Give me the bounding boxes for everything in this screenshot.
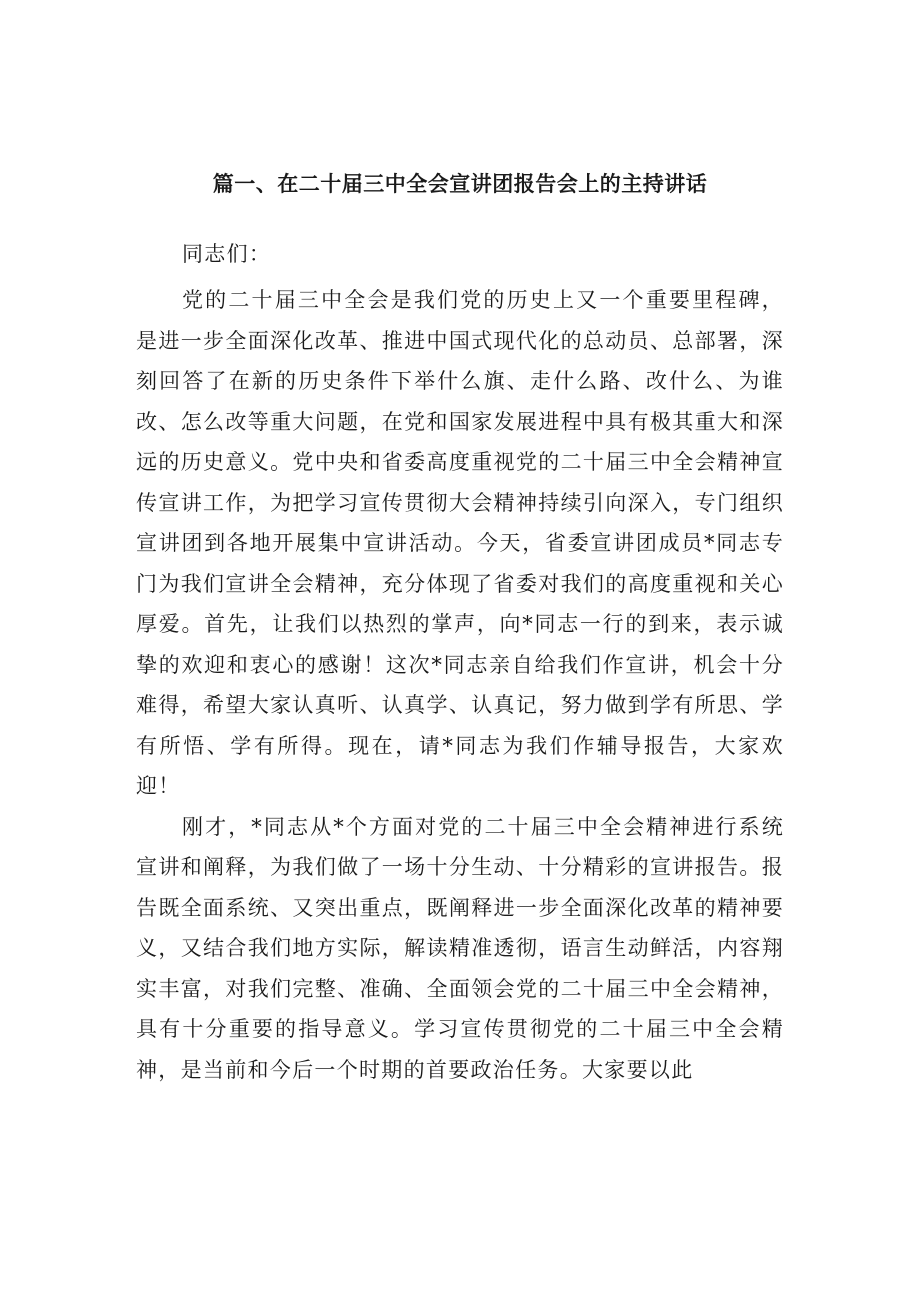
document-title: 篇一、在二十届三中全会宣讲团报告会上的主持讲话 — [212, 172, 708, 196]
salutation: 同志们： — [182, 242, 272, 266]
paragraph-summary: 刚才，*同志从*个方面对党的二十届三中全会精神进行系统宣讲和阐释，为我们做了一场十分生动、十分精彩的宣讲报告。报告既全面系统、又突出重点，既阐释进一步全面深化改革的精神要义，又结合我们地方实际，解读精准透彻，语言生动鲜活，内容翔实丰富，对我们完整、准确、全面领会党的二十届三中全会精神，具有十分重要的指导意义。学习宣传贯彻党的二十届三中全会精神，是当前和今后一个时期的首要政治任务。大家要以此 — [136, 814, 784, 1082]
document-body — [136, 234, 784, 1090]
paragraph-opening: 党的二十届三中全会是我们党的历史上又一个重要里程碑，是进一步全面深化改革、推进中国式现代化的总动员、总部署，深刻回答了在新的历史条件下举什么旗、走什么路、改什么、为谁改、怎么改等重大问题，在党和国家发展进程中具有极其重大和深远的历史意义。党中央和省委高度重视党的二十届三中全会精神宣传宣讲工作，为把学习宣传贯彻大会精神持续引向深入，专门组织宣讲团到各地开展集中宣讲活动。今天，省委宣讲团成员*同志专门为我们宣讲全会精神，充分体现了省委对我们的高度重视和关心厚爱。首先，让我们以热烈的掌声，向*同志一行的到来，表示诚挚的欢迎和衷心的感谢！这次*同志亲自给我们作宣讲，机会十分难得，希望大家认真听、认真学、认真记，努力做到学有所思、学有所悟、学有所得。现在，请*同志为我们作辅导报告，大家欢迎！ — [136, 288, 784, 798]
